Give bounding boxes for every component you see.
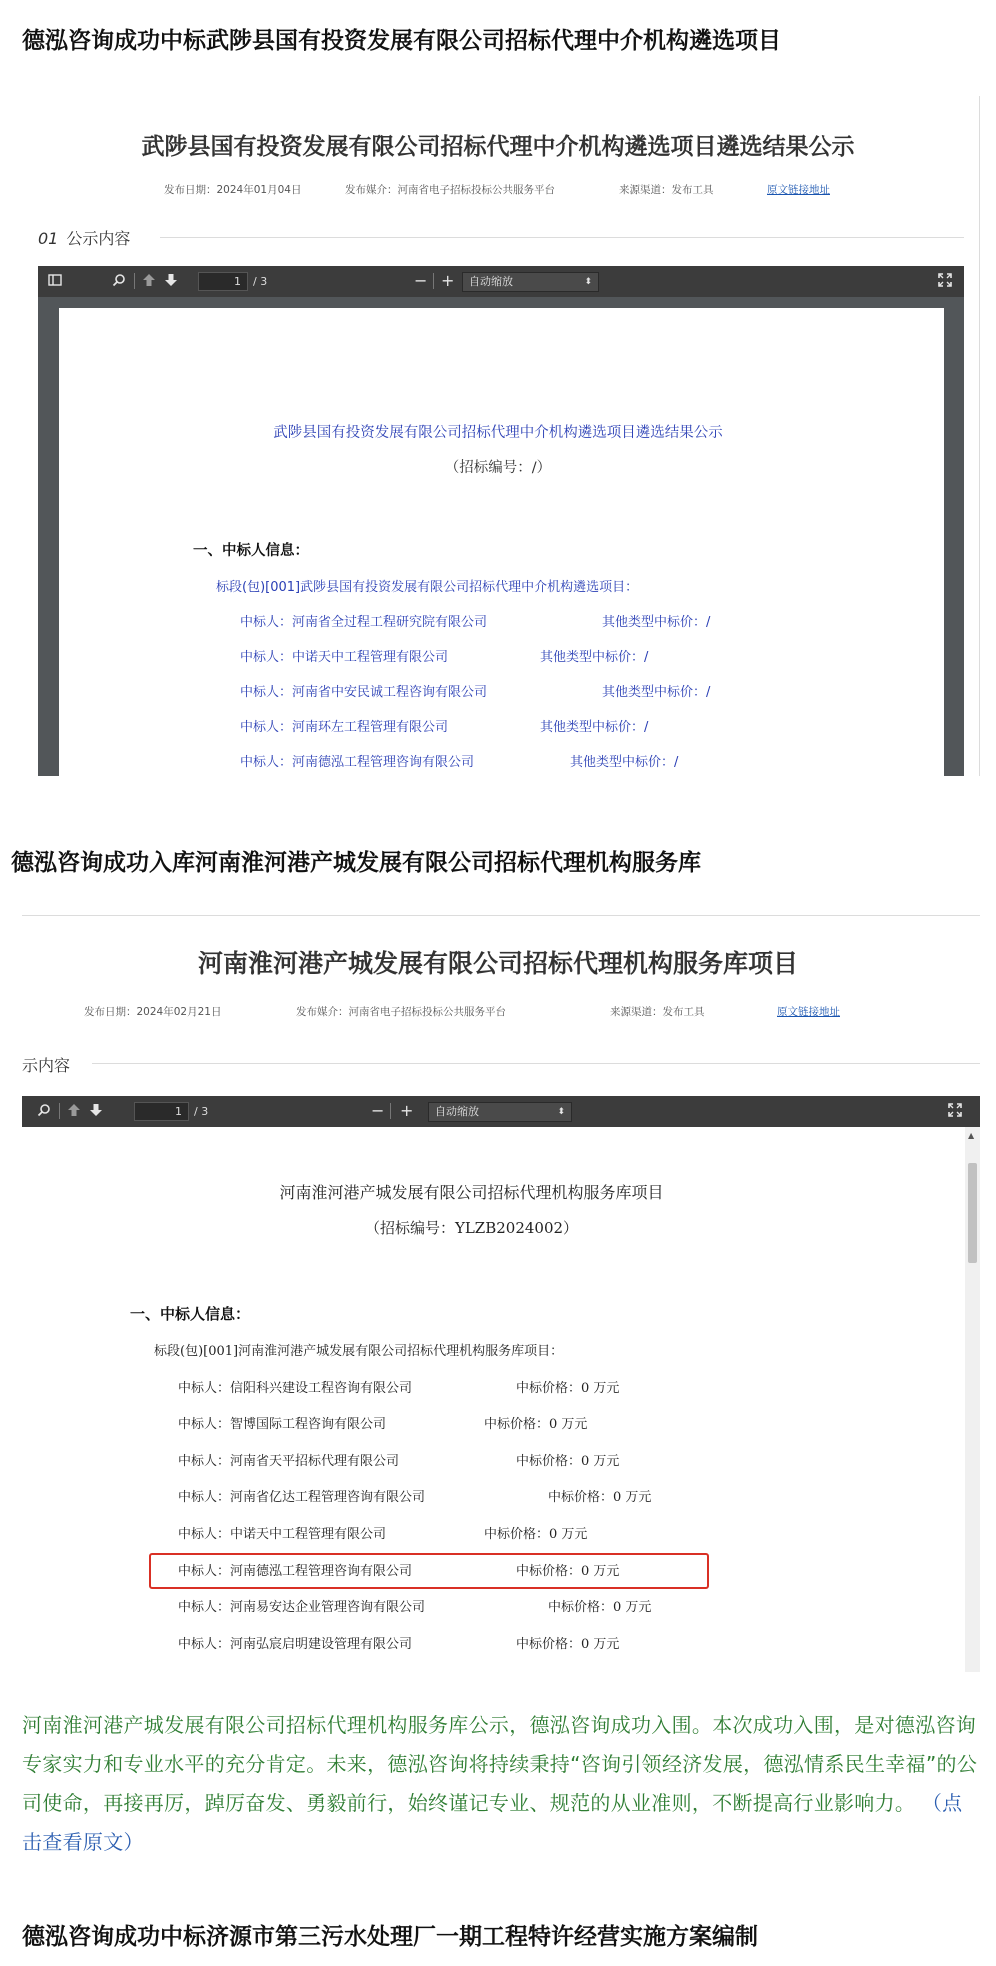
zoom-in-icon[interactable]: + — [441, 271, 455, 290]
zoom-select[interactable]: 自动缩放 ⬍ — [428, 1102, 572, 1122]
pdf-title-1: 武陟县国有投资发展有限公司招标代理中介机构遴选项目遴选结果公示 — [273, 425, 723, 441]
pdf-lot-1: 标段(包)[001]武陟县国有投资发展有限公司招标代理中介机构遴选项目： — [216, 580, 639, 595]
page-number-input[interactable]: 1 — [134, 1102, 189, 1121]
search-icon[interactable] — [37, 1103, 51, 1121]
publish-media-2: 发布媒介：河南省电子招标投标公共服务平台 — [296, 1006, 506, 1018]
winner-name: 中标人：信阳科兴建设工程咨询有限公司 — [178, 1381, 413, 1396]
page-number-input[interactable]: 1 — [198, 272, 248, 291]
source-channel-1: 来源渠道：发布工具 — [619, 184, 714, 196]
winner-name: 中标人：河南易安达企业管理咨询有限公司 — [178, 1600, 426, 1615]
article-paragraph: 河南淮河港产城发展有限公司招标代理机构服务库公示，德泓咨询成功入围。本次成功入围，是对德泓咨询专家实力和专业水平的充分肯定。未来，德泓咨询将持续秉持“咨询引领经济发展，德泓情系民生幸福”的公司使命，再接再厉，踔厉奋发、勇毅前行，始终谨记专业、规范的从业准则，不断提高行业影响力。 （点击查看原文） — [22, 1713, 978, 1854]
pdf-heading-1: 一、中标人信息： — [193, 543, 309, 559]
zoom-in-icon[interactable]: + — [400, 1101, 414, 1120]
article-heading-1: 德泓咨询成功中标武陟县国有投资发展有限公司招标代理中介机构遴选项目 — [22, 28, 781, 54]
pdf-heading-2: 一、中标人信息： — [130, 1305, 251, 1323]
page-count: / 3 — [194, 1105, 209, 1118]
winner-price: 其他类型中标价：/ — [570, 755, 679, 770]
winner-name: 中标人：河南德泓工程管理咨询有限公司 — [240, 755, 475, 770]
arrow-down-icon[interactable] — [164, 273, 178, 291]
winner-price: 中标价格：0 万元 — [484, 1527, 588, 1542]
winner-price: 中标价格：0 万元 — [516, 1637, 620, 1652]
winner-name: 中标人：河南省全过程工程研究院有限公司 — [240, 615, 488, 630]
winner-name: 中标人：河南省中安民诚工程咨询有限公司 — [240, 685, 488, 700]
read-original-link[interactable]: （点击查看原文） — [22, 1791, 963, 1854]
section-number: 01 — [38, 229, 59, 248]
pdf-toolbar-2 — [22, 1096, 980, 1128]
source-channel-2: 来源渠道：发布工具 — [610, 1006, 705, 1018]
article-heading-3: 德泓咨询成功中标济源市第三污水处理厂一期工程特许经营实施方案编制 — [22, 1924, 758, 1950]
zoom-select[interactable]: 自动缩放 ⬍ — [462, 272, 599, 292]
winner-price: 其他类型中标价：/ — [602, 685, 711, 700]
scrollbar-thumb[interactable] — [968, 1163, 977, 1263]
winner-name: 中标人：河南省天平招标代理有限公司 — [178, 1454, 400, 1469]
doc-title-2: 河南淮河港产城发展有限公司招标代理机构服务库项目 — [197, 949, 798, 978]
winner-price: 其他类型中标价：/ — [540, 720, 649, 735]
caret-icon: ⬍ — [584, 277, 592, 287]
winner-name-highlighted: 中标人：河南德泓工程管理咨询有限公司 — [178, 1564, 413, 1579]
winner-price: 中标价格：0 万元 — [516, 1381, 620, 1396]
fullscreen-icon[interactable] — [948, 1103, 962, 1121]
zoom-out-icon[interactable]: − — [371, 1101, 385, 1120]
page-count: / 3 — [253, 275, 268, 288]
sidebar-toggle-icon[interactable] — [48, 273, 62, 291]
section-label-2: 示内容 — [22, 1056, 71, 1075]
section-divider-1 — [160, 237, 964, 238]
fullscreen-icon[interactable] — [938, 273, 952, 291]
section-label-1: 01 公示内容 — [38, 229, 131, 248]
publish-media-1: 发布媒介：河南省电子招标投标公共服务平台 — [345, 184, 555, 196]
arrow-up-icon[interactable] — [67, 1103, 81, 1121]
arrow-up-icon[interactable] — [142, 273, 156, 291]
winner-price: 中标价格：0 万元 — [516, 1454, 620, 1469]
pdf-page-1 — [59, 308, 944, 776]
section-divider-2 — [92, 1063, 980, 1064]
scroll-up-icon[interactable]: ▲ — [968, 1131, 975, 1140]
winner-price: 其他类型中标价：/ — [602, 615, 711, 630]
pdf-scrollbar-2[interactable] — [965, 1127, 980, 1672]
publish-date-2: 发布日期：2024年02月21日 — [84, 1006, 222, 1018]
winner-name: 中标人：中诺天中工程管理有限公司 — [178, 1527, 387, 1542]
winner-name: 中标人：河南环左工程管理有限公司 — [240, 720, 449, 735]
pdf-title-2: 河南淮河港产城发展有限公司招标代理机构服务库项目 — [279, 1183, 664, 1202]
pdf-lot-2: 标段(包)[001]河南淮河港产城发展有限公司招标代理机构服务库项目： — [154, 1344, 564, 1359]
caret-icon: ⬍ — [557, 1107, 565, 1117]
winner-name: 中标人：智博国际工程咨询有限公司 — [178, 1417, 387, 1432]
pdf-toolbar-1 — [38, 266, 964, 298]
winner-name: 中标人：河南省亿达工程管理咨询有限公司 — [178, 1490, 426, 1505]
winner-price: 中标价格：0 万元 — [548, 1490, 652, 1505]
search-icon[interactable] — [112, 273, 126, 291]
frame-border-top — [22, 915, 980, 916]
arrow-down-icon[interactable] — [89, 1103, 103, 1121]
winner-name: 中标人：中诺天中工程管理有限公司 — [240, 650, 449, 665]
pdf-code-2: （招标编号：YLZB2024002） — [364, 1219, 579, 1237]
pdf-page-2 — [22, 1127, 965, 1672]
zoom-out-icon[interactable]: − — [414, 271, 428, 290]
winner-price: 中标价格：0 万元 — [548, 1600, 652, 1615]
original-link-1[interactable]: 原文链接地址 — [767, 184, 830, 196]
winner-price-highlighted: 中标价格：0 万元 — [516, 1564, 620, 1579]
original-link-2[interactable]: 原文链接地址 — [777, 1006, 840, 1018]
doc-title-1: 武陟县国有投资发展有限公司招标代理中介机构遴选项目遴选结果公示 — [141, 134, 855, 160]
pdf-code-1: （招标编号：/） — [444, 460, 552, 476]
winner-name: 中标人：河南弘宸启明建设管理有限公司 — [178, 1637, 413, 1652]
article-heading-2: 德泓咨询成功入库河南淮河港产城发展有限公司招标代理机构服务库 — [11, 850, 701, 876]
winner-price: 中标价格：0 万元 — [484, 1417, 588, 1432]
winner-price: 其他类型中标价：/ — [540, 650, 649, 665]
publish-date-1: 发布日期：2024年01月04日 — [164, 184, 302, 196]
